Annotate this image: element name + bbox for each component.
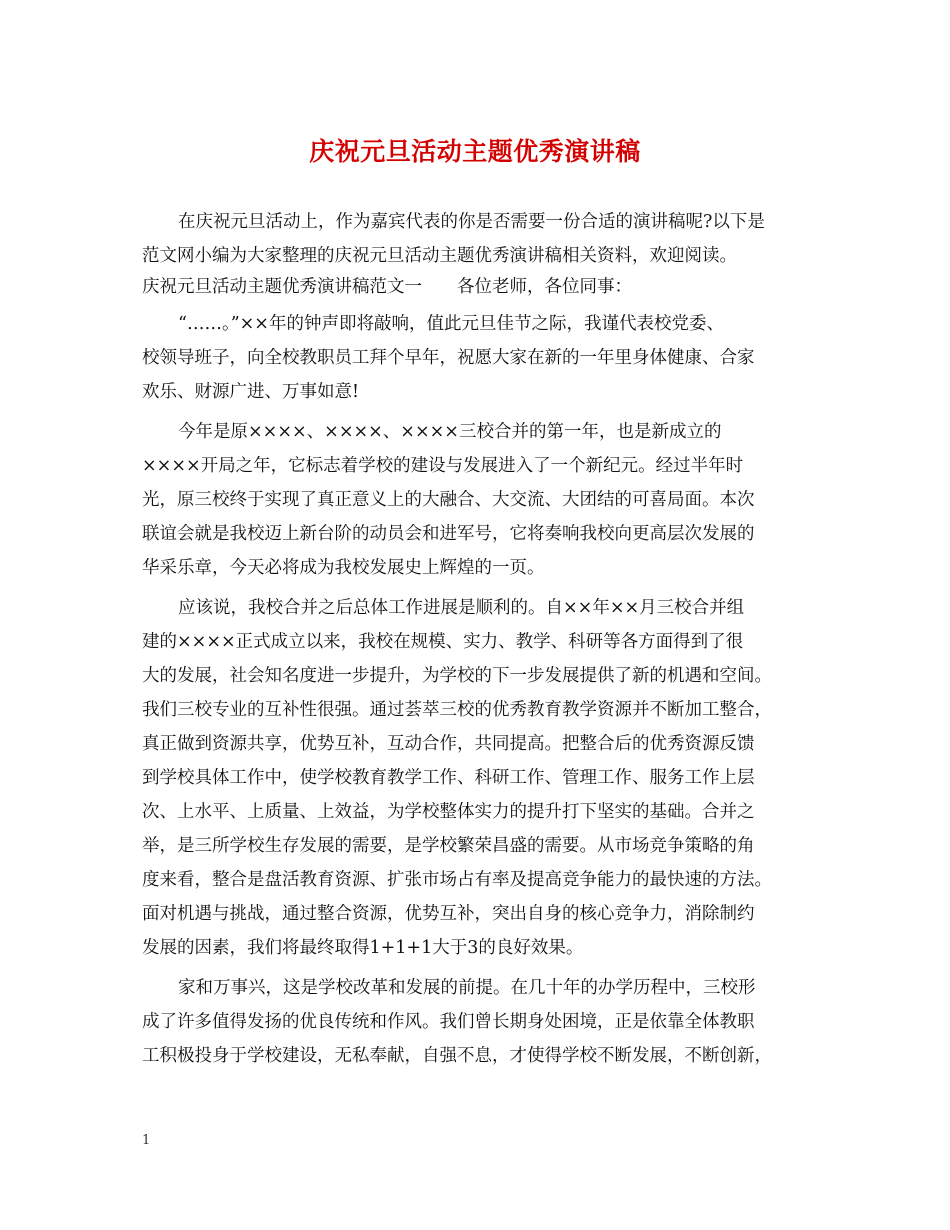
text-line: 发展的因素，我们将最终取得1+1+1大于3的良好效果。: [142, 938, 584, 958]
text-line: 真正做到资源共享，优势互补，互动合作，共同提高。把整合后的优秀资源反馈: [142, 734, 755, 754]
text-line: 欢乐、财源广进、万事如意!: [142, 382, 360, 402]
text-line: 次、上水平、上质量、上效益，为学校整体实力的提升打下坚实的基础。合并之: [142, 802, 755, 822]
text-line: 华采乐章，今天必将成为我校发展史上辉煌的一页。: [142, 558, 545, 578]
text-line: 庆祝元旦活动主题优秀演讲稿范文一 各位老师，各位同事：: [142, 277, 632, 297]
text-line: 校领导班子，向全校教职员工拜个早年，祝愿大家在新的一年里身体健康、合家: [142, 348, 755, 368]
text-line: 应该说，我校合并之后总体工作进展是顺利的。自××年××月三校合并组: [178, 598, 745, 618]
text-line: 我们三校专业的互补性很强。通过荟萃三校的优秀教育教学资源并不断加工整合，: [142, 700, 772, 720]
text-line: 度来看，整合是盘活教育资源、扩张市场占有率及提高竞争能力的最快速的方法。: [142, 870, 772, 890]
text-line: “……。”××年的钟声即将敲响，值此元旦佳节之际，我谨代表校党委、: [178, 314, 724, 334]
text-line: 成了许多值得发扬的优良传统和作风。我们曾长期身处困境，正是依靠全体教职: [142, 1012, 755, 1032]
text-line: 到学校具体工作中，使学校教育教学工作、科研工作、管理工作、服务工作上层: [142, 768, 755, 788]
text-line: 联谊会就是我校迈上新台阶的动员会和进军号，它将奏响我校向更高层次发展的: [142, 524, 755, 544]
text-line: 光，原三校终于实现了真正意义上的大融合、大交流、大团结的可喜局面。本次: [142, 490, 755, 510]
text-line: 举，是三所学校生存发展的需要，是学校繁荣昌盛的需要。从市场竞争策略的角: [142, 836, 755, 856]
text-line: 家和万事兴，这是学校改革和发展的前提。在几十年的办学历程中，三校形: [178, 978, 756, 998]
page-number: 1: [142, 1133, 151, 1148]
text-line: ××××开局之年，它标志着学校的建设与发展进入了一个新纪元。经过半年时: [142, 456, 744, 476]
document-body: [142, 205, 832, 1073]
text-line: 在庆祝元旦活动上，作为嘉宾代表的你是否需要一份合适的演讲稿呢?以下是: [178, 212, 765, 232]
text-line: 大的发展，社会知名度进一步提升，为学校的下一步发展提供了新的机遇和空间。: [142, 666, 772, 686]
document-title: 庆祝元旦活动主题优秀演讲稿: [309, 137, 641, 166]
text-line: 今年是原××××、××××、××××三校合并的第一年，也是新成立的: [178, 422, 722, 442]
text-line: 面对机遇与挑战，通过整合资源，优势互补，突出自身的核心竞争力，消除制约: [142, 904, 755, 924]
text-line: 工积极投身于学校建设，无私奉献，自强不息，才使得学校不断发展，不断创新，: [142, 1046, 772, 1066]
text-line: 建的××××正式成立以来，我校在规模、实力、教学、科研等各方面得到了很: [142, 632, 744, 652]
text-line: 范文网小编为大家整理的庆祝元旦活动主题优秀演讲稿相关资料，欢迎阅读。: [142, 246, 737, 266]
